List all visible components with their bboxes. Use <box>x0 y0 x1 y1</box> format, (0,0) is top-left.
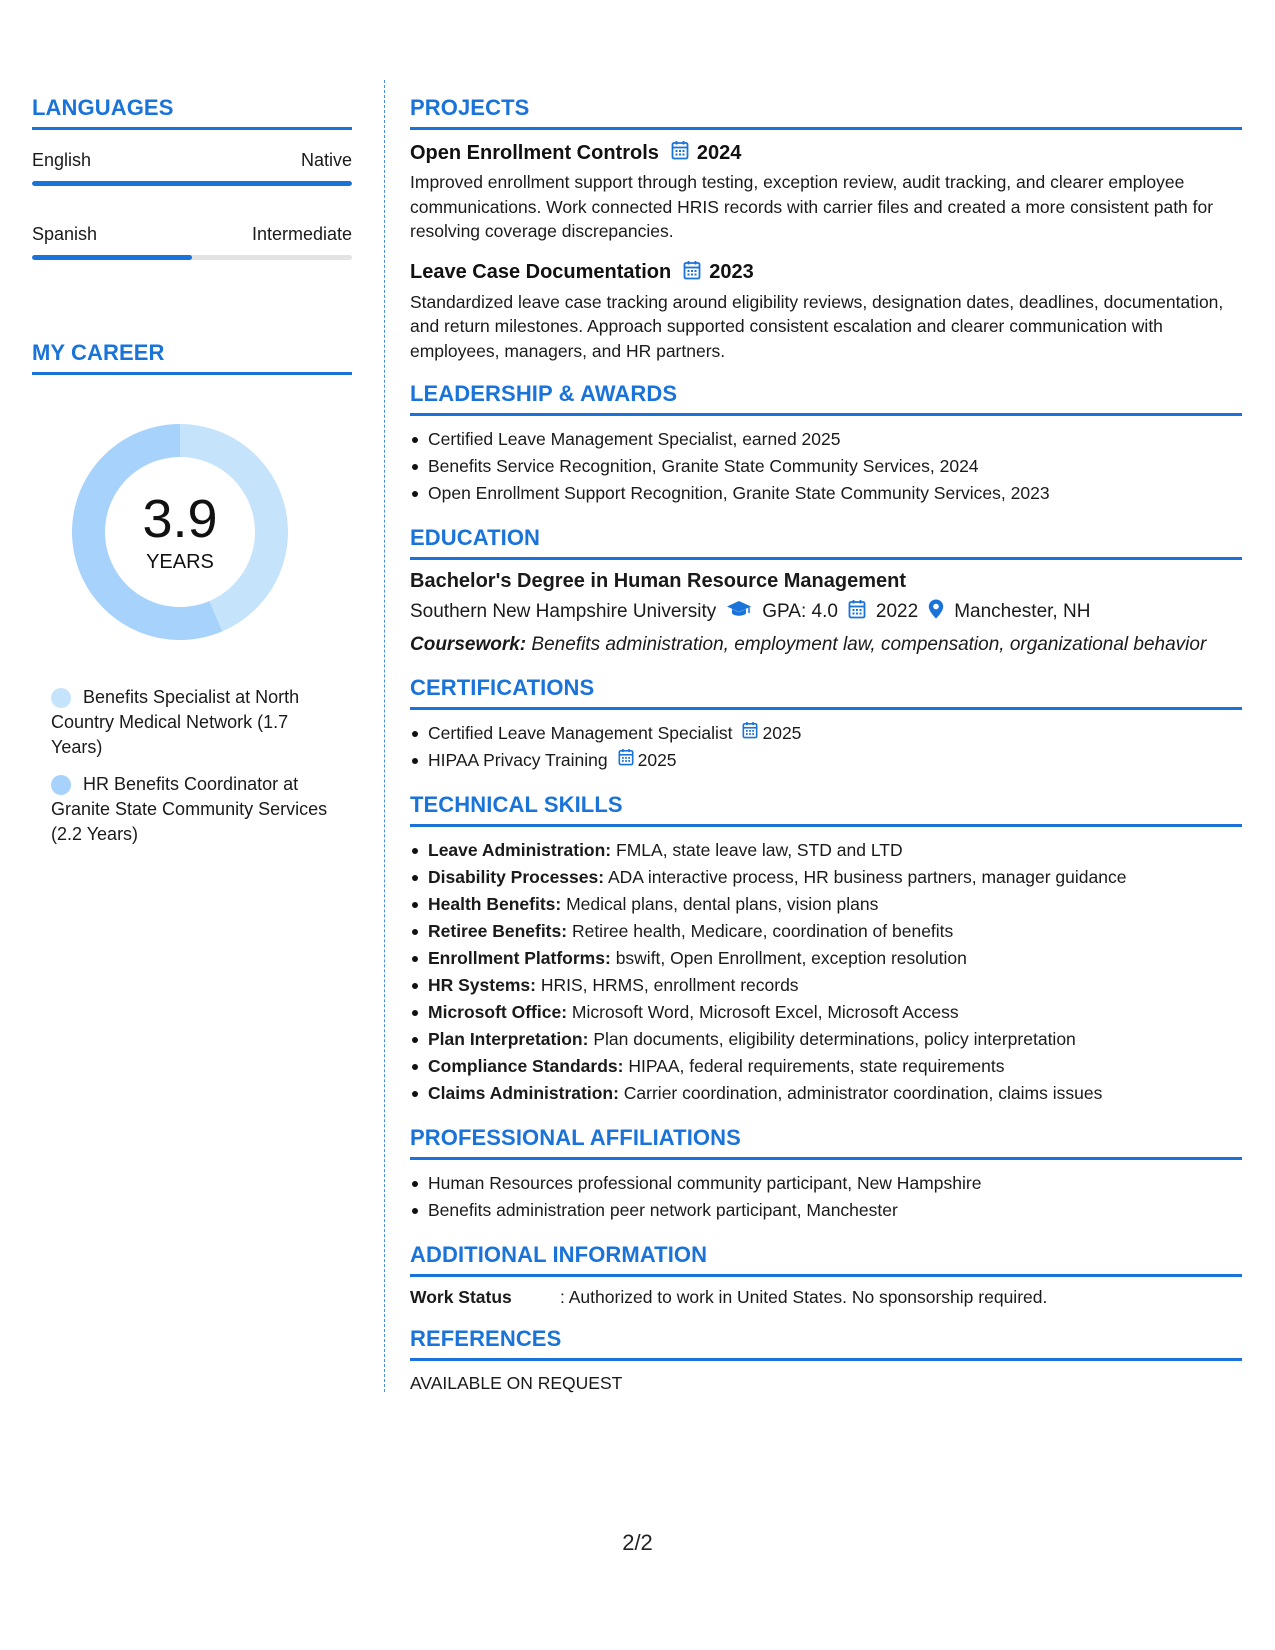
right-column <box>410 95 1242 1412</box>
education-title: EDUCATION <box>410 525 1242 560</box>
gpa: GPA: 4.0 <box>762 601 838 622</box>
affiliations-title: PROFESSIONAL AFFILIATIONS <box>410 1125 1242 1160</box>
certification-item <box>410 720 1242 747</box>
language-bar-fill <box>32 181 352 186</box>
work-status-value: : Authorized to work in United States. No sponsorship required. <box>560 1287 1048 1307</box>
references-section <box>410 1326 1242 1394</box>
project-name: Leave Case Documentation <box>410 261 672 283</box>
skills-section <box>410 792 1242 1107</box>
projects-title: PROJECTS <box>410 95 1242 130</box>
project-item <box>410 260 1242 364</box>
project-description: Standardized leave case tracking around eligibility reviews, designation dates, deadlines, documentation, and return milestones. Approach supported consistent escalation and clearer communication with employees, managers, and HR partners. <box>410 291 1224 361</box>
language-level: Intermediate <box>251 224 352 244</box>
skill-item <box>410 1053 1242 1080</box>
location-pin-icon <box>928 599 944 625</box>
calendar-icon <box>742 720 758 747</box>
award-item: Benefits Service Recognition, Granite State Community Services, 2024 <box>410 453 1242 480</box>
certification-name: Certified Leave Management Specialist <box>428 723 733 743</box>
project-year: 2023 <box>709 261 754 283</box>
skill-label: Claims Administration: <box>428 1083 619 1103</box>
legend-item <box>51 772 331 847</box>
skill-label: Health Benefits: <box>428 894 562 914</box>
calendar-icon <box>671 140 689 166</box>
certification-item <box>410 747 1242 774</box>
skill-item <box>410 945 1242 972</box>
language-item <box>32 224 352 260</box>
career-total-years: 3.9 <box>142 488 218 549</box>
skill-item <box>410 864 1242 891</box>
additional-title: ADDITIONAL INFORMATION <box>410 1242 1242 1277</box>
skill-value: bswift, Open Enrollment, exception resolution <box>615 948 967 968</box>
career-legend <box>51 685 331 847</box>
skill-item <box>410 918 1242 945</box>
graduation-cap-icon <box>726 600 752 624</box>
school-name: Southern New Hampshire University <box>410 601 717 622</box>
calendar-icon <box>848 599 866 625</box>
awards-section <box>410 381 1242 507</box>
work-status-label: Work Status <box>410 1287 512 1307</box>
skills-title: TECHNICAL SKILLS <box>410 792 1242 827</box>
coursework-text: Benefits administration, employment law, compensation, organizational behavior <box>531 634 1207 655</box>
coursework <box>410 633 1242 657</box>
skill-label: Enrollment Platforms: <box>428 948 611 968</box>
skill-value: HRIS, HRMS, enrollment records <box>540 975 799 995</box>
certifications-section <box>410 675 1242 774</box>
language-bar <box>32 181 352 186</box>
skill-value: Microsoft Word, Microsoft Excel, Microsoft Access <box>571 1002 959 1022</box>
skill-item <box>410 1080 1242 1107</box>
legend-dot-icon <box>51 688 71 708</box>
graduation-year: 2022 <box>875 601 919 622</box>
project-name: Open Enrollment Controls <box>410 141 659 164</box>
language-bar <box>32 255 352 260</box>
school-location: Manchester, NH <box>954 601 1091 622</box>
award-item: Open Enrollment Support Recognition, Granite State Community Services, 2023 <box>410 480 1242 507</box>
affiliation-item: Benefits administration peer network participant, Manchester <box>410 1197 1242 1224</box>
language-name: English <box>32 150 92 170</box>
certification-year: 2025 <box>762 723 802 743</box>
affiliation-item: Human Resources professional community participant, New Hampshire <box>410 1170 1242 1197</box>
project-description: Improved enrollment support through testing, exception review, audit tracking, and clearer employee communications. Work connected HRIS records with carrier files and created a more consistent path for resolving coverage discrepancies. <box>410 172 1214 241</box>
affiliations-section <box>410 1125 1242 1224</box>
language-name: Spanish <box>32 224 98 244</box>
skill-value: Plan documents, eligibility determinations, policy interpretation <box>593 1029 1076 1049</box>
legend-dot-icon <box>51 775 71 795</box>
skill-item <box>410 837 1242 864</box>
skill-label: Disability Processes: <box>428 867 605 887</box>
skill-item <box>410 999 1242 1026</box>
skill-item <box>410 1026 1242 1053</box>
calendar-icon <box>683 260 701 286</box>
additional-section <box>410 1242 1242 1308</box>
certifications-title: CERTIFICATIONS <box>410 675 1242 710</box>
references-title: REFERENCES <box>410 1326 1242 1361</box>
legend-label: HR Benefits Coordinator at Granite State Community Services (2.2 Years) <box>51 774 328 844</box>
skill-label: Microsoft Office: <box>428 1002 568 1022</box>
skill-value: Medical plans, dental plans, vision plans <box>566 894 879 914</box>
coursework-label: Coursework: <box>410 634 527 655</box>
project-year: 2024 <box>696 141 742 164</box>
language-item <box>32 150 352 186</box>
languages-title: LANGUAGES <box>32 95 352 130</box>
skill-value: HIPAA, federal requirements, state requirements <box>628 1056 1005 1076</box>
legend-label: Benefits Specialist at North Country Medical Network (1.7 Years) <box>51 687 300 757</box>
references-text: AVAILABLE ON REQUEST <box>410 1373 623 1393</box>
calendar-icon <box>618 747 634 774</box>
skill-label: Retiree Benefits: <box>428 921 568 941</box>
career-title: MY CAREER <box>32 340 352 375</box>
skill-label: Plan Interpretation: <box>428 1029 589 1049</box>
education-section <box>410 525 1242 657</box>
career-donut-chart <box>65 417 295 647</box>
skill-item <box>410 972 1242 999</box>
certification-year: 2025 <box>637 750 677 770</box>
skill-value: ADA interactive process, HR business partners, manager guidance <box>607 867 1127 887</box>
skill-label: Leave Administration: <box>428 840 612 860</box>
award-item: Certified Leave Management Specialist, earned 2025 <box>410 426 1242 453</box>
skill-item <box>410 891 1242 918</box>
skill-label: Compliance Standards: <box>428 1056 624 1076</box>
legend-item <box>51 685 331 760</box>
left-column <box>32 95 352 847</box>
page-number: 2/2 <box>622 1530 653 1555</box>
project-item <box>410 140 1242 244</box>
skill-value: Retiree health, Medicare, coordination of benefits <box>571 921 954 941</box>
certification-name: HIPAA Privacy Training <box>428 750 608 770</box>
column-divider <box>384 80 385 1392</box>
language-bar-fill <box>32 255 192 260</box>
career-years-unit: YEARS <box>146 550 214 573</box>
skill-label: HR Systems: <box>428 975 536 995</box>
skill-value: Carrier coordination, administrator coordination, claims issues <box>623 1083 1103 1103</box>
awards-title: LEADERSHIP & AWARDS <box>410 381 1242 416</box>
projects-section <box>410 95 1242 363</box>
degree-name: Bachelor's Degree in Human Resource Management <box>410 570 907 592</box>
skill-value: FMLA, state leave law, STD and LTD <box>616 840 903 860</box>
language-level: Native <box>300 150 352 170</box>
